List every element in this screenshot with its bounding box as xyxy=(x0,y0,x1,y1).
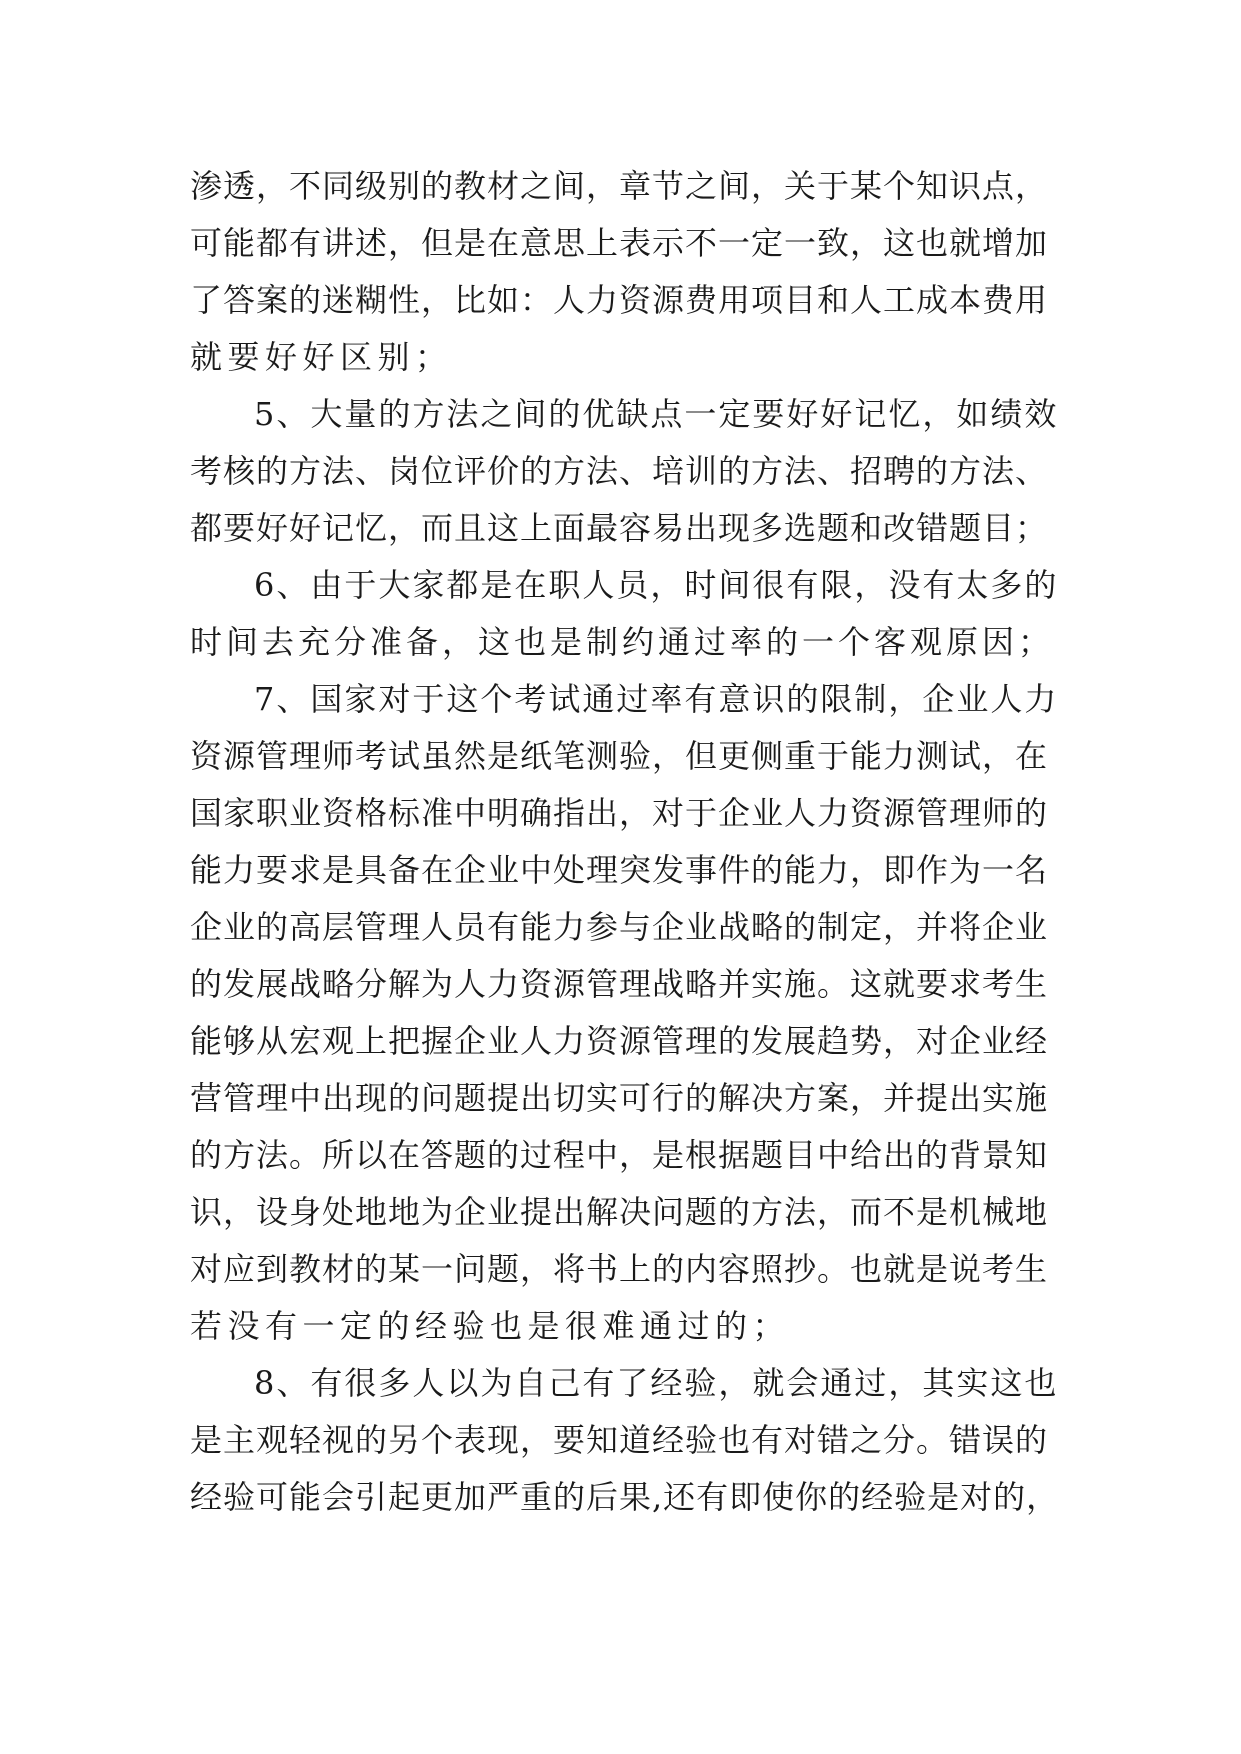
text-line: 8、有很多人以为自己有了经验，就会通过，其实这也 xyxy=(254,1364,1059,1402)
text-line: 资源管理师考试虽然是纸笔测验，但更侧重于能力测试，在 xyxy=(190,737,1049,775)
text-line: 6、由于大家都是在职人员，时间很有限，没有太多的 xyxy=(254,566,1059,604)
text-line: 国家职业资格标准中明确指出，对于企业人力资源管理师的 xyxy=(190,794,1049,832)
text-line: 渗透，不同级别的教材之间，章节之间，关于某个知识点， xyxy=(190,167,1049,205)
text-line: 若没有一定的经验也是很难通过的； xyxy=(190,1307,791,1345)
text-line: 的发展战略分解为人力资源管理战略并实施。这就要求考生 xyxy=(190,965,1049,1003)
text-line: 营管理中出现的问题提出切实可行的解决方案，并提出实施 xyxy=(190,1079,1049,1117)
text-line: 的方法。所以在答题的过程中，是根据题目中给出的背景知 xyxy=(190,1136,1049,1174)
text-line: 能够从宏观上把握企业人力资源管理的发展趋势，对企业经 xyxy=(190,1022,1049,1060)
text-line: 就要好好区别； xyxy=(190,338,453,376)
text-line: 考核的方法、岗位评价的方法、培训的方法、招聘的方法、 xyxy=(190,452,1049,490)
text-line: 能力要求是具备在企业中处理突发事件的能力，即作为一名 xyxy=(190,851,1049,889)
text-line: 对应到教材的某一问题，将书上的内容照抄。也就是说考生 xyxy=(190,1250,1049,1288)
text-line: 7、国家对于这个考试通过率有意识的限制，企业人力 xyxy=(254,680,1059,718)
text-line: 可能都有讲述，但是在意思上表示不一定一致，这也就增加 xyxy=(190,224,1049,262)
text-line: 5、大量的方法之间的优缺点一定要好好记忆，如绩效 xyxy=(254,395,1059,433)
text-line: 时间去充分准备，这也是制约通过率的一个客观原因； xyxy=(190,623,1055,661)
body-text xyxy=(190,158,1060,1526)
text-line: 了答案的迷糊性，比如：人力资源费用项目和人工成本费用 xyxy=(190,281,1049,319)
text-line: 都要好好记忆，而且这上面最容易出现多选题和改错题目； xyxy=(190,509,1049,547)
text-line: 是主观轻视的另个表现，要知道经验也有对错之分。错误的 xyxy=(190,1421,1049,1459)
text-line: 企业的高层管理人员有能力参与企业战略的制定，并将企业 xyxy=(190,908,1049,946)
text-line: 识，设身处地地为企业提出解决问题的方法，而不是机械地 xyxy=(190,1193,1049,1231)
text-line: 经验可能会引起更加严重的后果,还有即使你的经验是对的， xyxy=(190,1478,1060,1516)
